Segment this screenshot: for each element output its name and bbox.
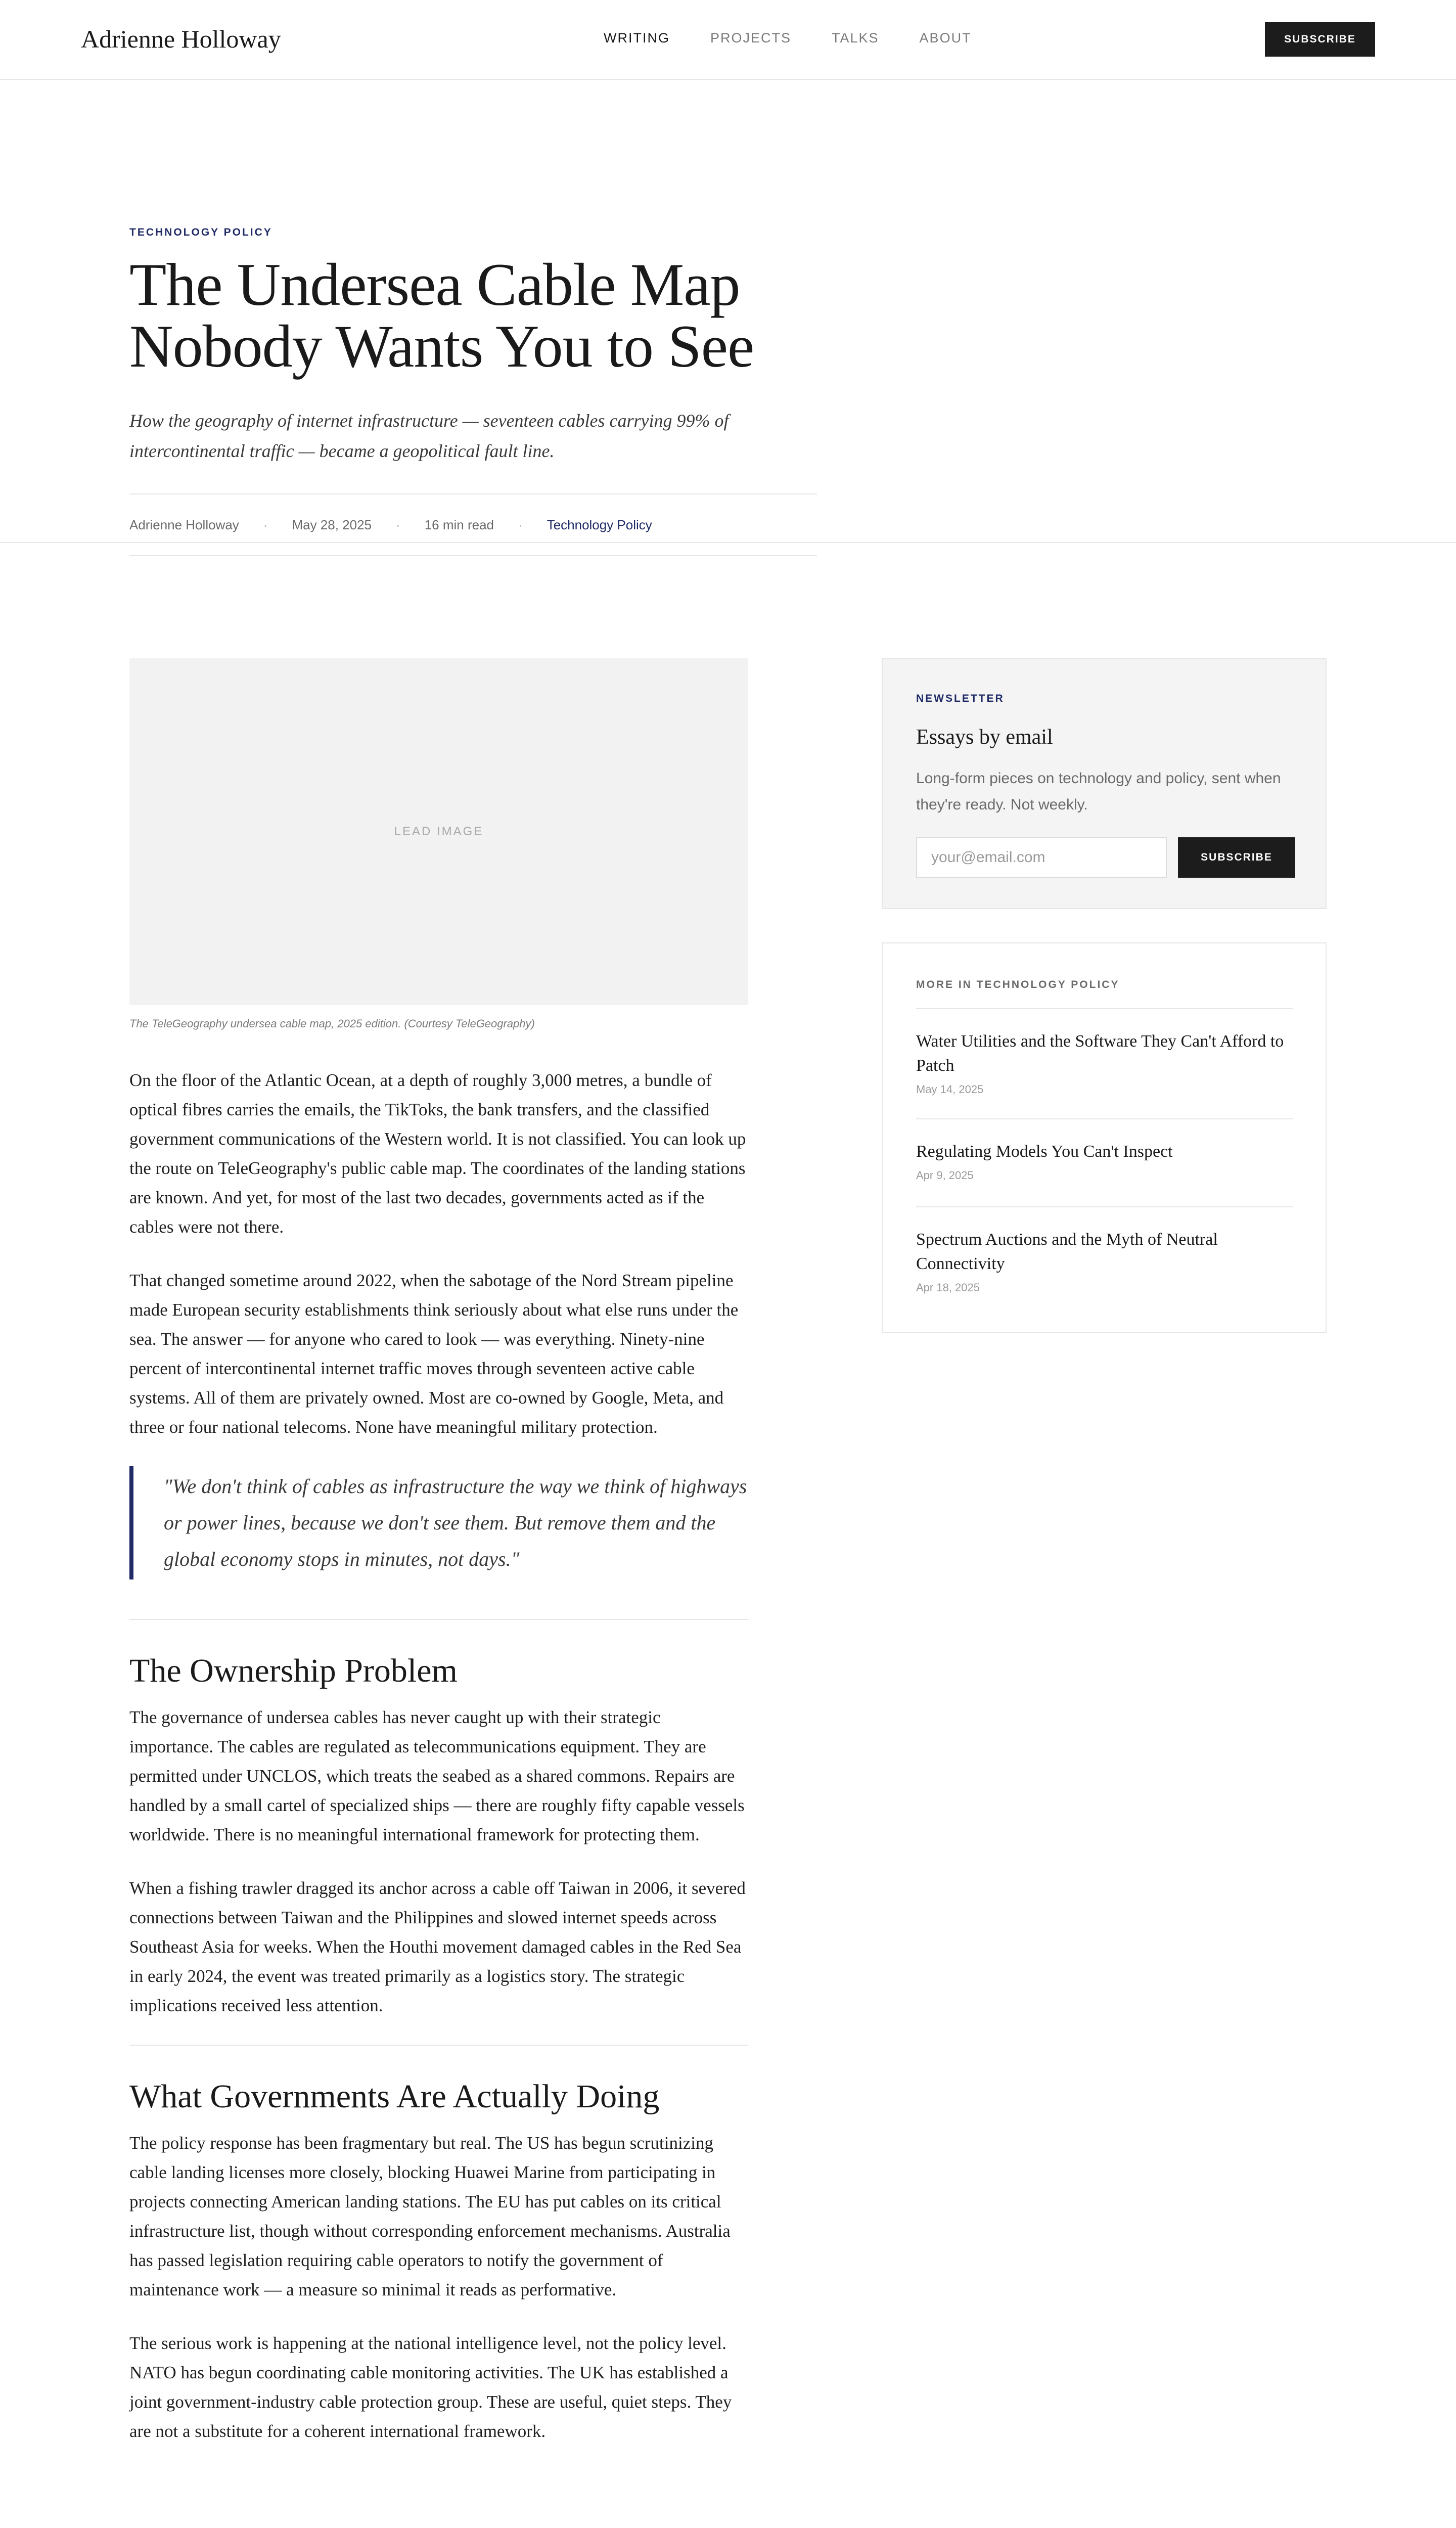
related-item-date: Apr 9, 2025	[916, 1169, 974, 1182]
site-header	[0, 0, 1456, 80]
article-body	[129, 1066, 748, 2470]
related-list	[916, 1008, 1293, 1317]
article-paragraph: The governance of undersea cables has never caught up with their strategic importance. The cables are regulated as telecommunications equipment. They are permitted under UNCLOS, which treats the seabed as a shared commons. Repairs are handled by a small cartel of specialized ships — there are roughly fifty capable vessels worldwide. There is no meaningful international framework for protecting them.	[129, 1707, 745, 1844]
section-heading: The Ownership Problem	[129, 1652, 458, 1689]
related-articles-card	[882, 942, 1327, 1333]
article-category-link[interactable]: Technology Policy	[547, 517, 652, 532]
related-item[interactable]	[916, 1206, 1293, 1317]
article-dek: How the geography of internet infrastructure — seventeen cables carrying 99% of intercontinental traffic — became a geopolitical fault line.	[129, 411, 729, 461]
newsletter-subscribe-button[interactable]: SUBSCRIBE	[1178, 837, 1295, 878]
nav-item-about[interactable]: ABOUT	[919, 30, 972, 46]
site-brand[interactable]: Adrienne Holloway	[81, 25, 281, 53]
article-paragraph: On the floor of the Atlantic Ocean, at a depth of roughly 3,000 metres, a bundle of optical fibres carries the emails, the TikToks, the bank transfers, and the classified government communications of the Western world. It is not classified. You can look up the route on TeleGeography's public cable map. The coordinates of the landing stations are known. And yet, for most of the last two decades, governments acted as if the cables were not there.	[129, 1070, 746, 1237]
article-paragraph: That changed sometime around 2022, when the sabotage of the Nord Stream pipeline made European security establishments think seriously about what else runs under the sea. The answer — for anyone who cared to look — was everything. Ninety-nine percent of intercontinental internet traffic moves through seventeen active cable systems. All of them are privately owned. Most are co-owned by Google, Meta, and three or four national telecoms. None have meaningful military protection.	[129, 1271, 739, 1437]
article-date: May 28, 2025	[292, 517, 372, 532]
newsletter-description: Long-form pieces on technology and policy, sent when they're ready. Not weekly.	[916, 770, 1281, 813]
newsletter-card	[882, 658, 1327, 909]
related-item[interactable]	[916, 1008, 1293, 1118]
section-divider	[129, 1619, 748, 1620]
related-item-date: May 14, 2025	[916, 1083, 984, 1096]
article-title: The Undersea Cable Map Nobody Wants You to See	[129, 251, 754, 380]
pull-quote: "We don't think of cables as infrastructure the way we think of highways or power lines, because we don't see them. But remove them and the global economy stops in minutes, not days."	[129, 1466, 748, 1579]
newsletter-email-input[interactable]	[916, 837, 1167, 878]
article-author[interactable]: Adrienne Holloway	[129, 517, 239, 532]
meta-separator: ·	[263, 517, 268, 532]
lead-image-label: LEAD IMAGE	[394, 825, 484, 838]
article-category-kicker[interactable]: TECHNOLOGY POLICY	[129, 227, 272, 238]
article-hero	[0, 80, 1456, 543]
related-item[interactable]	[916, 1118, 1293, 1206]
newsletter-title: Essays by email	[916, 726, 1053, 749]
meta-separator: ·	[518, 517, 523, 532]
newsletter-kicker: NEWSLETTER	[916, 693, 1005, 704]
lead-image-placeholder	[129, 658, 748, 1005]
section-heading: What Governments Are Actually Doing	[129, 2078, 660, 2115]
header-subscribe-button[interactable]: SUBSCRIBE	[1265, 22, 1375, 57]
main-content	[0, 543, 1456, 2528]
related-item-title[interactable]: Water Utilities and the Software They Can't Afford to Patch	[916, 1032, 1284, 1075]
section-divider	[129, 2045, 748, 2046]
main-nav	[604, 30, 972, 46]
article-read-time: 16 min read	[424, 517, 494, 532]
nav-item-talks[interactable]: TALKS	[832, 30, 879, 46]
related-kicker: MORE IN TECHNOLOGY POLICY	[916, 979, 1120, 990]
article-paragraph: The serious work is happening at the national intelligence level, not the policy level. NATO has begun coordinating cable monitoring activities. The UK has established a joint government-industry cable protection group. These are useful, quiet steps. They are not a substitute for a coherent international framework.	[129, 2333, 732, 2441]
article-paragraph: When a fishing trawler dragged its anchor across a cable off Taiwan in 2006, it severed connections between Taiwan and the Philippines and slowed internet speeds across Southeast Asia for weeks. When the Houthi movement damaged cables in the Red Sea in early 2024, the event was treated primarily as a logistics story. The strategic implications received less attention.	[129, 1878, 746, 2015]
related-item-date: Apr 18, 2025	[916, 1281, 980, 1294]
nav-item-projects[interactable]: PROJECTS	[710, 30, 792, 46]
lead-image-caption: The TeleGeography undersea cable map, 2025 edition. (Courtesy TeleGeography)	[129, 1017, 535, 1030]
meta-separator: ·	[396, 517, 400, 532]
related-item-title[interactable]: Spectrum Auctions and the Myth of Neutral Connectivity	[916, 1230, 1218, 1273]
nav-item-writing[interactable]: WRITING	[604, 30, 670, 46]
article-paragraph: The policy response has been fragmentary but real. The US has begun scrutinizing cable landing licenses more closely, blocking Huawei Marine from participating in projects connecting American landing stations. The EU has put cables on its critical infrastructure list, though without corresponding enforcement mechanisms. Australia has passed legislation requiring cable operators to notify the government of maintenance work — a measure so minimal it reads as performative.	[129, 2133, 731, 2299]
related-item-title[interactable]: Regulating Models You Can't Inspect	[916, 1142, 1173, 1161]
